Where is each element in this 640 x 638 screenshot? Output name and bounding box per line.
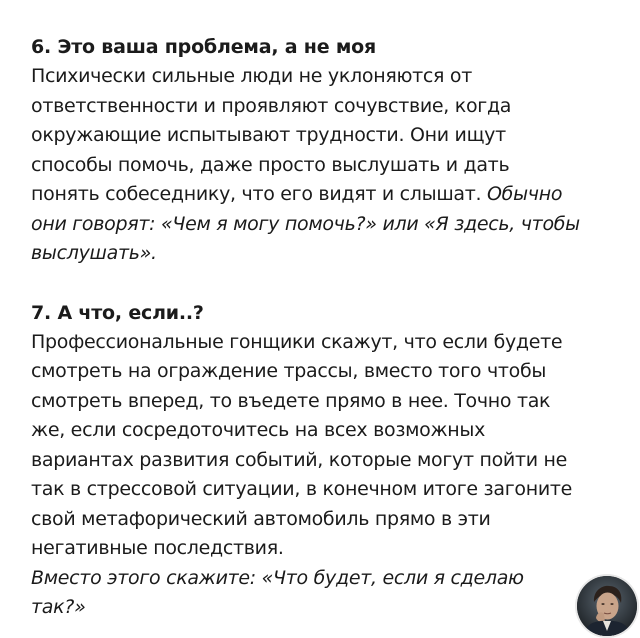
text-line-mixed (31, 180, 631, 210)
text-line: вариантах развития событий, которые могут пойти не (31, 448, 568, 471)
text-italic: Обычно (487, 183, 563, 205)
text-line: так в стрессовой ситуации, в конечном итоге загоните (31, 478, 573, 500)
text-normal: понять собеседнику, что его видят и слышат. (31, 183, 487, 205)
text-line: же, если сосредоточитесь на всех возможных (31, 419, 486, 441)
text-line: Профессиональные гонщики скажут, что если будете (31, 330, 563, 353)
text-line: негативные последствия. (31, 537, 284, 559)
italic-line: выслушать». (31, 242, 157, 264)
italic-line: Вместо этого скажите: «Что будет, если я сделаю (31, 566, 524, 589)
section-7-text (31, 328, 631, 623)
text-line: свой метафорический автомобиль прямо в эти (31, 507, 491, 530)
article-body (31, 33, 631, 623)
section-spacer (31, 269, 631, 299)
italic-line: они говорят: «Чем я могу помочь?» или «Я здесь, чтобы (31, 212, 580, 235)
text-line: способы помочь, даже просто выслушать и дать (31, 153, 510, 176)
text-line: смотреть вперед, то въедете прямо в нее. Точно так (31, 389, 551, 412)
portrait-avatar-icon[interactable] (577, 576, 637, 636)
text-line: Психически сильные люди не уклоняются от (31, 65, 473, 87)
portrait-avatar-icon-graphic (577, 576, 637, 636)
text-line: ответственности и проявляют сочувствие, когда (31, 94, 512, 117)
text-line: окружающие испытывают трудности. Они ищут (31, 124, 506, 146)
text-line: смотреть на ограждение трассы, вместо того чтобы (31, 360, 547, 382)
section-6-text (31, 62, 631, 269)
section-6-title: 6. Это ваша проблема, а не моя (31, 36, 377, 58)
section-7-title: 7. А что, если..? (31, 301, 204, 324)
italic-line: так?» (31, 596, 86, 618)
